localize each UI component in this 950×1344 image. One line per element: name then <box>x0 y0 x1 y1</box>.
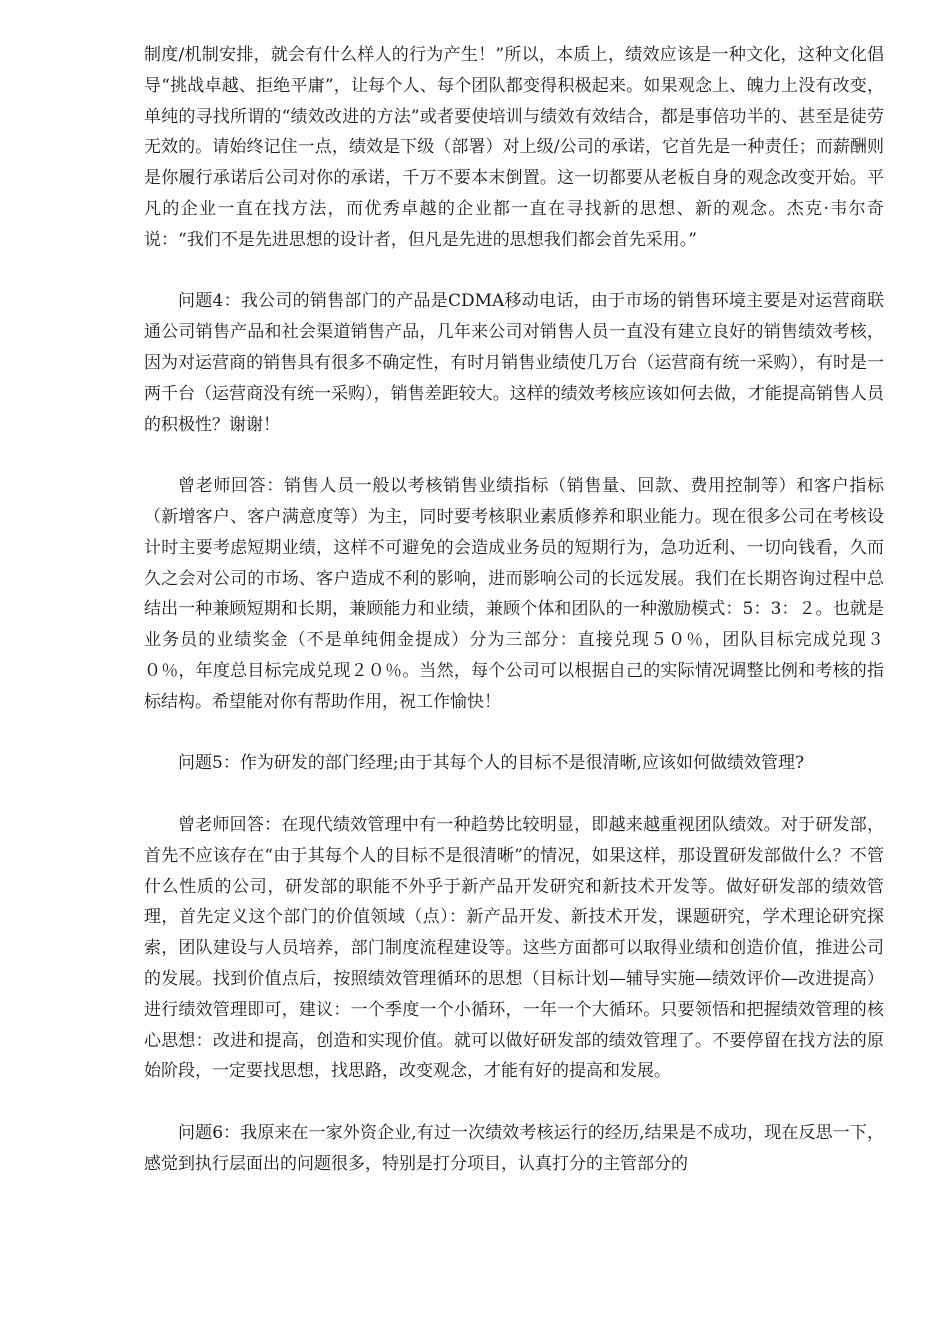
document-page <box>144 40 884 1179</box>
paragraph-answer-5: 曾老师回答：在现代绩效管理中有一种趋势比较明显，即越来越重视团队绩效。对于研发部，首先不应该存在“由于其每个人的目标不是很清晰”的情况，如果这样，那设置研发部做什么？不管什么性质的公司，研发部的职能不外乎于新产品开发研究和新技术开发等。做好研发部的绩效管理，首先定义这个部门的价值领域（点）：新产品开发、新技术开发，课题研究，学术理论研究探索，团队建设与人员培养，部门制度流程建设等。这些方面都可以取得业绩和创造价值，推进公司的发展。找到价值点后，按照绩效管理循环的思想（目标计划—辅导实施—绩效评价—改进提高）进行绩效管理即可，建议：一个季度一个小循环，一年一个大循环。只要领悟和把握绩效管理的核心思想：改进和提高，创造和实现价值。就可以做好研发部的绩效管理了。不要停留在找方法的原始阶段，一定要找思想，找思路，改变观念，才能有好的提高和发展。 <box>144 814 884 1082</box>
paragraph-question-5: 问题5：作为研发的部门经理;由于其每个人的目标不是很清晰,应该如何做绩效管理? <box>178 753 805 774</box>
paragraph-answer-4: 曾老师回答：销售人员一般以考核销售业绩指标（销售量、回款、费用控制等）和客户指标（新增客户、客户满意度等）为主，同时要考核职业素质修养和职业能力。现在很多公司在考核设计时主要考虑短期业绩，这样不可避免的会造成业务员的短期行为，急功近利、一切向钱看，久而久之会对公司的市场、客户造成不利的影响，进而影响公司的长远发展。我们在长期咨询过程中总结出一种兼顾短期和长期，兼顾能力和业绩，兼顾个体和团队的一种激励模式：5：3：２。也就是业务员的业绩奖金（不是单纯佣金提成）分为三部分：直接兑现５０％，团队目标完成兑现３０％，年度总目标完成兑现２０％。当然，每个公司可以根据自己的实际情况调整比例和考核的指标结构。希望能对你有帮助作用，祝工作愉快！ <box>144 476 884 712</box>
paragraph-question-4: 问题4：我公司的销售部门的产品是CDMA移动电话，由于市场的销售环境主要是对运营商联通公司销售产品和社会渠道销售产品，几年来公司对销售人员一直没有建立良好的销售绩效考核，因为对运营商的销售具有很多不确定性，有时月销售业绩使几万台（运营商有统一采购），有时是一两千台（运营商没有统一采购），销售差距较大。这样的绩效考核应该如何去做，才能提高销售人员的积极性？谢谢！ <box>144 291 884 435</box>
paragraph-question-6: 问题6：我原来在一家外资企业,有过一次绩效考核运行的经历,结果是不成功，现在反思一下，感觉到执行层面出的问题很多，特别是打分项目，认真打分的主管部分的 <box>144 1122 884 1174</box>
paragraph-continuation: 制度/机制安排，就会有什么样人的行为产生！”所以，本质上，绩效应该是一种文化，这种文化倡导“挑战卓越、拒绝平庸”，让每个人、每个团队都变得积极起来。如果观念上、魄力上没有改变，单纯的寻找所谓的“绩效改进的方法”或者要使培训与绩效有效结合，都是事倍功半的、甚至是徒劳无效的。请始终记住一点，绩效是下级（部署）对上级/公司的承诺，它首先是一种责任；而薪酬则是你履行承诺后公司对你的承诺，千万不要本末倒置。这一切都要从老板自身的观念改变开始。平凡的企业一直在找方法，而优秀卓越的企业都一直在寻找新的思想、新的观念。杰克·韦尔奇说：“我们不是先进思想的设计者，但凡是先进的思想我们都会首先采用。” <box>144 45 884 250</box>
